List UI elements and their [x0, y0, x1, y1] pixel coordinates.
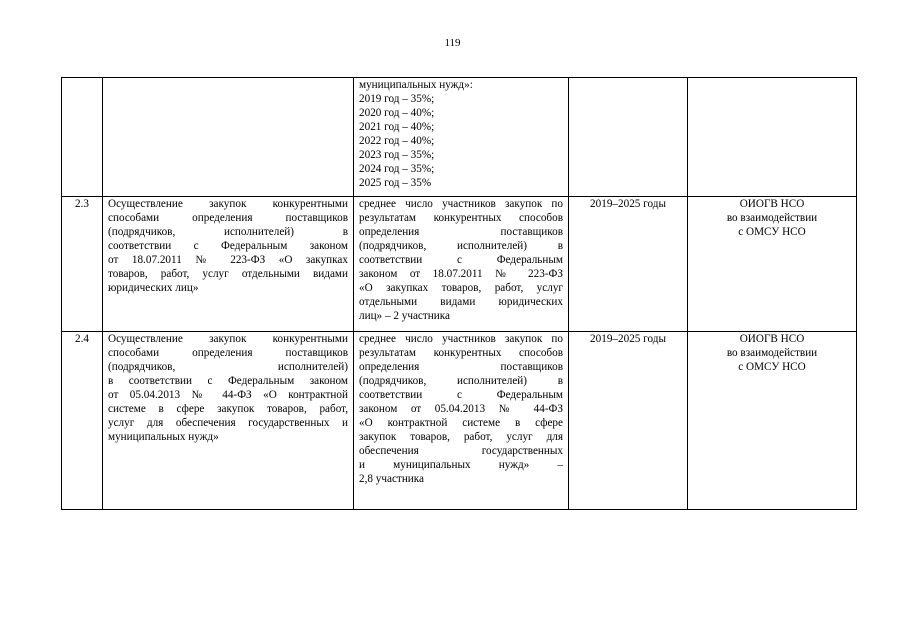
text-line: 2019 год – 35%; [359, 93, 435, 105]
text-line: во взаимодействии [726, 347, 818, 359]
text-line: с ОМСУ НСО [738, 361, 806, 373]
table-row-continuation [62, 78, 857, 197]
text-line: лиц» – 2 участника [359, 310, 450, 322]
text-line: юридических лиц» [108, 282, 199, 294]
text-line: результатам конкурентных способов [359, 212, 563, 224]
text-line: муниципальных нужд» [108, 431, 219, 443]
text-line: (подрядчиков, исполнителей) в [359, 240, 563, 252]
cell-event [103, 332, 354, 510]
text-line: с ОМСУ НСО [738, 226, 806, 238]
text-line: от 05.04.2013 № 44-ФЗ «О контрактной [108, 389, 348, 401]
cell-num: 2.4 [62, 332, 103, 510]
text-line: соответствии с Федеральным [359, 389, 563, 401]
cell-indicator [354, 332, 569, 510]
text-line: среднее число участников закупок по [359, 333, 563, 345]
text-line: способами определения поставщиков [108, 212, 348, 224]
cell-num [62, 78, 103, 197]
text-line: среднее число участников закупок по [359, 198, 563, 210]
text-line: Осуществление закупок конкурентными [108, 333, 348, 345]
text-line: соответствии с Федеральным [359, 254, 563, 266]
text-line: результатам конкурентных способов [359, 347, 563, 359]
cell-executor [688, 332, 857, 510]
text-line: в соответствии с Федеральным законом [108, 375, 348, 387]
text-line: товаров, работ, услуг отдельными видами [108, 268, 348, 280]
text-line: во взаимодействии [726, 212, 818, 224]
text-line: соответствии с Федеральным законом [108, 240, 348, 252]
text-line: Осуществление закупок конкурентными [108, 198, 348, 210]
text-line: закупок товаров, работ, услуг для [359, 431, 563, 443]
text-line: определения поставщиков [359, 361, 563, 373]
text-line: 2021 год – 40%; [359, 121, 435, 133]
text-line: 2022 год – 40%; [359, 135, 435, 147]
cell-event [103, 78, 354, 197]
text-line: отдельными видами юридических [359, 296, 563, 308]
text-line: (подрядчиков, исполнителей) в [359, 375, 563, 387]
text-line: и муниципальных нужд» – [359, 459, 563, 471]
text-line: от 18.07.2011 № 223-ФЗ «О закупках [108, 254, 348, 266]
text-line: законом от 18.07.2011 № 223-ФЗ [359, 268, 563, 280]
table-row [62, 332, 857, 510]
text-line: способами определения поставщиков [108, 347, 348, 359]
text-line: услуг для обеспечения государственных и [108, 417, 348, 429]
text-line: 2024 год – 35%; [359, 163, 435, 175]
cell-executor [688, 78, 857, 197]
cell-executor [688, 197, 857, 332]
text-line: законом от 05.04.2013 № 44-ФЗ [359, 403, 563, 415]
text-line: системе в сфере закупок товаров, работ, [108, 403, 348, 415]
cell-period: 2019–2025 годы [569, 197, 688, 332]
text-line: определения поставщиков [359, 226, 563, 238]
text-line: «О контрактной системе в сфере [359, 417, 563, 429]
text-line: 2023 год – 35%; [359, 149, 435, 161]
text-line: муниципальных нужд»: [359, 79, 473, 91]
cell-indicator [354, 78, 569, 197]
text-line: 2025 год – 35% [359, 177, 432, 189]
text-line: обеспечения государственных [359, 445, 563, 457]
cell-period [569, 78, 688, 197]
cell-num: 2.3 [62, 197, 103, 332]
cell-event [103, 197, 354, 332]
text-line: ОИОГВ НСО [739, 333, 805, 345]
text-line: «О закупках товаров, работ, услуг [359, 282, 563, 294]
table-row [62, 197, 857, 332]
text-line: 2,8 участника [359, 473, 425, 485]
text-line: 2020 год – 40%; [359, 107, 435, 119]
program-measures-table [61, 77, 857, 510]
cell-indicator [354, 197, 569, 332]
text-line: ОИОГВ НСО [739, 198, 805, 210]
text-line: (подрядчиков, исполнителей) в [108, 226, 348, 238]
cell-period: 2019–2025 годы [569, 332, 688, 510]
text-line: (подрядчиков, исполнителей) [108, 361, 348, 373]
page-number: 119 [444, 37, 461, 49]
